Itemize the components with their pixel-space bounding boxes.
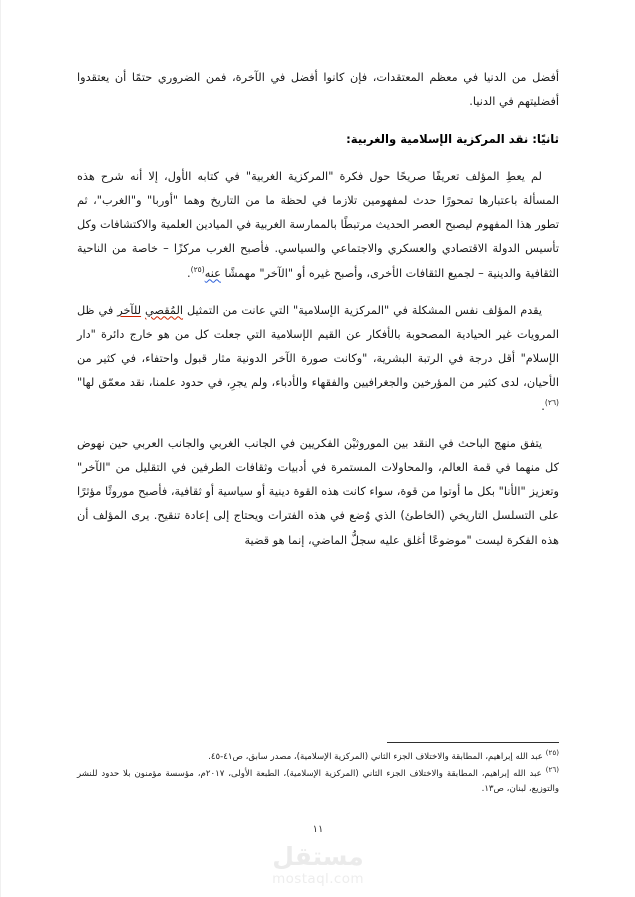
- footnote-reference-25[interactable]: (٢٥): [190, 264, 205, 274]
- footnote-number: (٢٥): [545, 748, 559, 758]
- footnotes-area: [77, 742, 559, 799]
- paragraph-continued: أفضل من الدنيا في معظم المعتقدات، فإن كانوا أفضل في الآخرة، فمن الضروري حتمًا أن يعتقدوا أفضليتهم في الدنيا.: [77, 71, 559, 109]
- paragraph-islamic-centrism: [77, 299, 559, 419]
- footnote-text: عبد الله إبراهيم، المطابقة والاختلاف الجزء الثاني (المركزية الإسلامية)، مصدر سابق، ص٤١-٤٥.: [208, 752, 546, 762]
- body-text-column: [77, 66, 559, 553]
- misspelled-word: المُقصي: [144, 303, 184, 317]
- watermark-arabic-logo: مستقل: [272, 842, 364, 871]
- paragraph-researcher-method: يتفق منهج الباحث في النقد بين الموروثيْن الفكريين في الجانب الغربي والجانب العربي حين نهوض كل منهما في قمة العالم، والمحاولات المستمرة في أدبيات وثقافات الطرفين في التقليل من "الآخر" وتعزيز "الأنا" بكل ما أوتوا من قوة، سواء كانت هذه القوة دينية أو سياسية أو ثقافية، فأصبح موروثًا مؤثرًا على التسلسل التاريخي (الخاطئ) الذي وُضع في هذه الفترات ويحتاج إلى إعادة تنقيح. يرى المؤلف أن هذه الفكرة ليست "موضوعًا أغلق عليه سجلُّ الماضي، إنما هو قضية: [77, 437, 559, 547]
- misspelled-word: عنه: [204, 266, 221, 280]
- underlined-word: للآخر: [117, 303, 142, 317]
- watermark-domain: mostaql.com: [272, 871, 364, 887]
- paragraph-western-centrism: [77, 165, 559, 285]
- footnote-item: [77, 764, 559, 798]
- footnote-number: (٢٦): [545, 764, 559, 774]
- section-heading: ثانيًا: نقد المركزية الإسلامية والغربية:: [346, 132, 559, 147]
- paragraph-text-part: في ظل المرويات غير الحيادية المصحوبة بالأفكار عن القيم الإسلامية التي جعلت كل من هو خارج دائرة "دار الإسلام" أقل درجة في الرتبة البشرية، "وكانت صورة الآخر الدونية مثار قبول واحتفاء، في كثير من الأحيان، لدى كثير من المؤرخين والجغرافيين والفقهاء والأدباء، ولم يجرِ، في حدود علمنا، نقد معمّق لها": [77, 303, 559, 389]
- footnote-reference-26[interactable]: (٢٦): [544, 398, 559, 408]
- paragraph-text-part: .: [187, 266, 191, 280]
- footnote-text: عبد الله إبراهيم، المطابقة والاختلاف الجزء الثاني (المركزية الإسلامية)، الطبعة الأولى، ٢٠١٧م، مؤسسة مؤمنون بلا حدود للنشر والتوزيع، لبنان، ص١٣.: [77, 768, 559, 795]
- paragraph-text-part: .: [541, 400, 545, 414]
- page-number: ١١: [312, 824, 324, 835]
- paragraph-text-part: يقدم المؤلف نفس المشكلة في "المركزية الإسلامية" التي عانت من التمثيل: [183, 303, 542, 317]
- footnote-item: [77, 750, 559, 766]
- footnote-separator-rule: [387, 742, 559, 743]
- paragraph-text-part: لم يعطِ المؤلف تعريفًا صريحًا حول فكرة "المركزية الغربية" في كتابه الأول، إلا أنه شرح هذه المسألة باعتبارها تمحورًا حدث لمفهومين تلازما في لحظة ما من التاريخ وهما "أوربا" و"الغرب"، ثم تطور هذا المفهوم ليصبح العصر الحديث مرتبطًا بالممارسة الغربية في الميادين العلمية والاكتشافات وكل تأسيس الدولة الاقتصادي والعسكري والاجتماعي والسياسي. فأصبح الغرب مركزًا – خاصة من الناحية الثقافية والدينية – لجميع الثقافات الأخرى، وأصبح غيره أو "الآخر" مهمشًا: [77, 170, 559, 280]
